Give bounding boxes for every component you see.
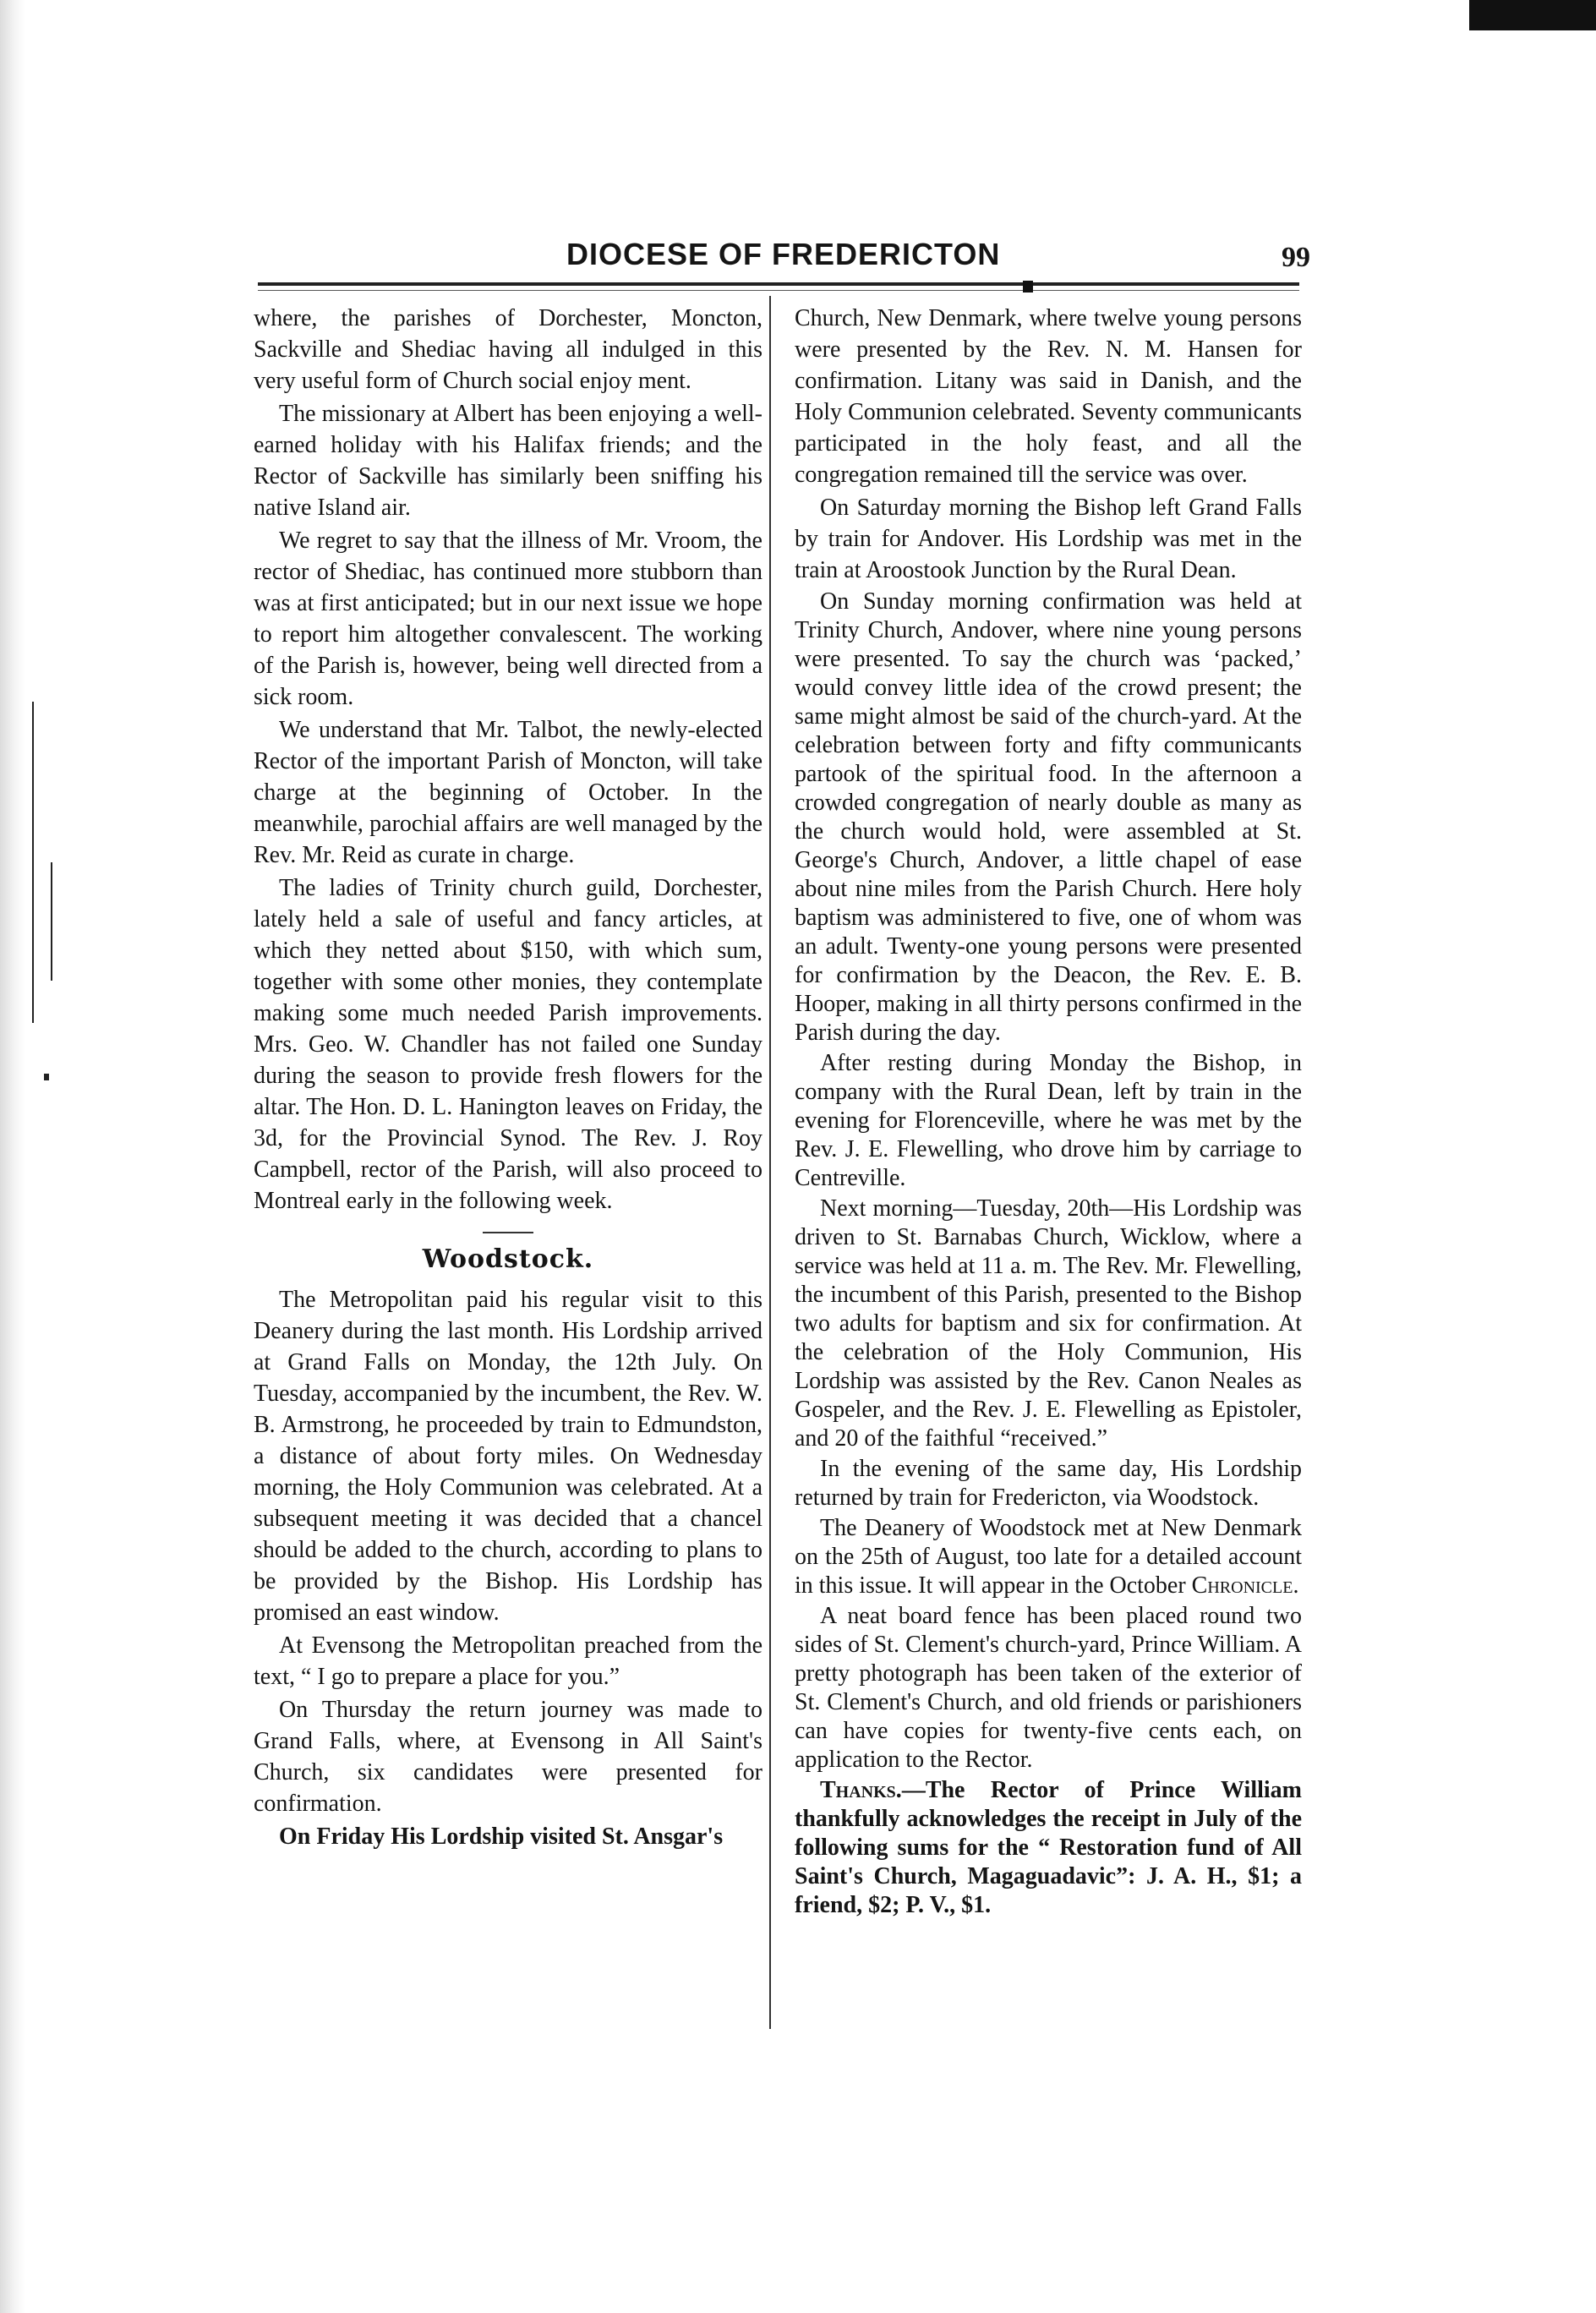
left-column [254, 303, 762, 1854]
right-column [795, 303, 1302, 1922]
page-number: 99 [1282, 242, 1310, 273]
header-rule-mark [1023, 281, 1033, 293]
publication-name: Chronicle. [1191, 1572, 1299, 1599]
paragraph [795, 1514, 1302, 1600]
margin-mark-1 [32, 702, 34, 1023]
paragraph: After resting during Monday the Bishop, in company with the Rural Dean, left by train in the evening for Florenceville, where he was met by the Rev. J. E. Flewelling, who drove him by carriage to Centreville. [795, 1050, 1302, 1191]
notice-lead: Thanks. [820, 1777, 902, 1803]
header-rule-thin [258, 290, 1299, 291]
paragraph: We understand that Mr. Talbot, the newly-elected Rector of the important Parish of Moncton, will take charge at the beginning of October. In the meanwhile, parochial affairs are well managed by the Rev. Mr. Reid as curate in charge. [254, 717, 762, 868]
paragraph: The Metropolitan paid his regular visit to this Deanery during the last month. His Lordship arrived at Grand Falls on Monday, the 12th July. On Tuesday, accompanied by the incumbent, the Rev. W. B. Armstrong, he proceeded by train to Edmundston, a distance of about forty miles. On Wednesday morning, the Holy Communion was celebrated. At a subsequent meeting it was decided that a chancel should be added to the church, according to plans to be provided by the Bishop. His Lordship has promised an east window. [254, 1287, 762, 1626]
paragraph-text: The Deanery of Woodstock met at New Denmark on the 25th of August, too late for a detailed account in this issue. It will appear in the October [795, 1515, 1302, 1599]
paragraph: In the evening of the same day, His Lordship returned by train for Fredericton, via Woodstock. [795, 1456, 1302, 1511]
paragraph [795, 1776, 1302, 1920]
paragraph: The ladies of Trinity church guild, Dorchester, lately held a sale of useful and fancy articles, at which they netted about $150, with which sum, together with some other monies, they contemplate making some much needed Parish improvements. Mrs. Geo. W. Chandler has not failed one Sunday during the season to provide fresh flowers for the altar. The Hon. D. L. Hanington leaves on Friday, the 3d, for the Provincial Synod. The Rev. J. Roy Campbell, rector of the Parish, will also proceed to Montreal early in the following week. [254, 875, 762, 1214]
scan-top-band [0, 0, 1596, 34]
paragraph: A neat board fence has been placed round two sides of St. Clement's church-yard, Prince William. A pretty photograph has been taken of the exterior of St. Clement's Church, and old friends or parishioners can have copies for twenty-five cents each, on application to the Rector. [795, 1603, 1302, 1773]
paragraph: We regret to say that the illness of Mr. Vroom, the rector of Shediac, has continued more stubborn than was at first anticipated; but in our next issue we hope to report him altogether convalescent. The working of the Parish is, however, being well directed from a sick room. [254, 528, 762, 710]
paragraph: Next morning—Tuesday, 20th—His Lordship was driven to St. Barnabas Church, Wicklow, where a service was held at 11 a. m. The Rev. Mr. Flewelling, the incumbent of this Parish, presented to the Bishop two adults for baptism and six for confirmation. At the celebration of the Holy Communion, His Lordship was assisted by the Rev. Canon Neales as Gospeler, and the Rev. J. E. Flewelling as Epistoler, and 20 of the faithful “received.” [795, 1195, 1302, 1452]
page-header [254, 237, 1310, 287]
paragraph: Church, New Denmark, where twelve young persons were presented by the Rev. N. M. Hansen for confirmation. Litany was said in Danish, and the Holy Communion celebrated. Seventy communicants participated in the holy feast, and all the congregation remained till the service was over. [795, 305, 1302, 488]
margin-mark-3 [44, 1074, 49, 1080]
paragraph: At Evensong the Metropolitan preached from the text, “ I go to prepare a place for you.” [254, 1632, 762, 1690]
scan-dark-corner [1469, 0, 1596, 30]
paragraph-text: —The Rector of Prince William thankfully acknowledges the receipt in July of the following sums for the “ Restoration fund of All Saint's Church, Magaguadavic”: J. A. H., $1; a friend, $2; P. V., $1. [795, 1777, 1302, 1918]
paragraph: On Thursday the return journey was made to Grand Falls, where, at Evensong in All Saint's Church, six candidates were presented for confirmation. [254, 1697, 762, 1817]
margin-mark-2 [51, 862, 52, 981]
paragraph: On Sunday morning confirmation was held at Trinity Church, Andover, where nine young persons were presented. To say the church was ‘packed,’ would convey little idea of the crowd present; the same might almost be said of the church-yard. At the celebration between forty and fifty communicants partook of the spiritual food. In the afternoon a crowded congregation of nearly double as many as the church would hold, were assembled at St. George's Church, Andover, a little chapel of ease about nine miles from the Parish Church. Here holy baptism was administered to five, one of whom was an adult. Twenty-one young persons were presented for confirmation by the Deacon, the Rev. E. B. Hooper, making in all thirty persons confirmed in the Parish during the day. [795, 588, 1302, 1046]
section-heading [254, 1232, 762, 1276]
paragraph: On Saturday morning the Bishop left Grand Falls by train for Andover. His Lordship was met in the train at Aroostook Junction by the Rural Dean. [795, 495, 1302, 583]
running-title: DIOCESE OF FREDERICTON [566, 237, 1001, 271]
paragraph: where, the parishes of Dorchester, Moncton, Sackville and Shediac having all indulged in this very useful form of Church social enjoy ment. [254, 305, 762, 394]
section-rule [483, 1232, 533, 1233]
scan-left-edge [0, 0, 25, 2313]
paragraph: On Friday His Lordship visited St. Ansgar's [279, 1824, 724, 1850]
paragraph: The missionary at Albert has been enjoying a well-earned holiday with his Halifax friends; and the Rector of Sackville has similarly been sniffing his native Island air. [254, 401, 762, 521]
column-divider [769, 296, 771, 2029]
header-rule [258, 282, 1299, 286]
section-heading-text: Woodstock. [422, 1244, 594, 1274]
